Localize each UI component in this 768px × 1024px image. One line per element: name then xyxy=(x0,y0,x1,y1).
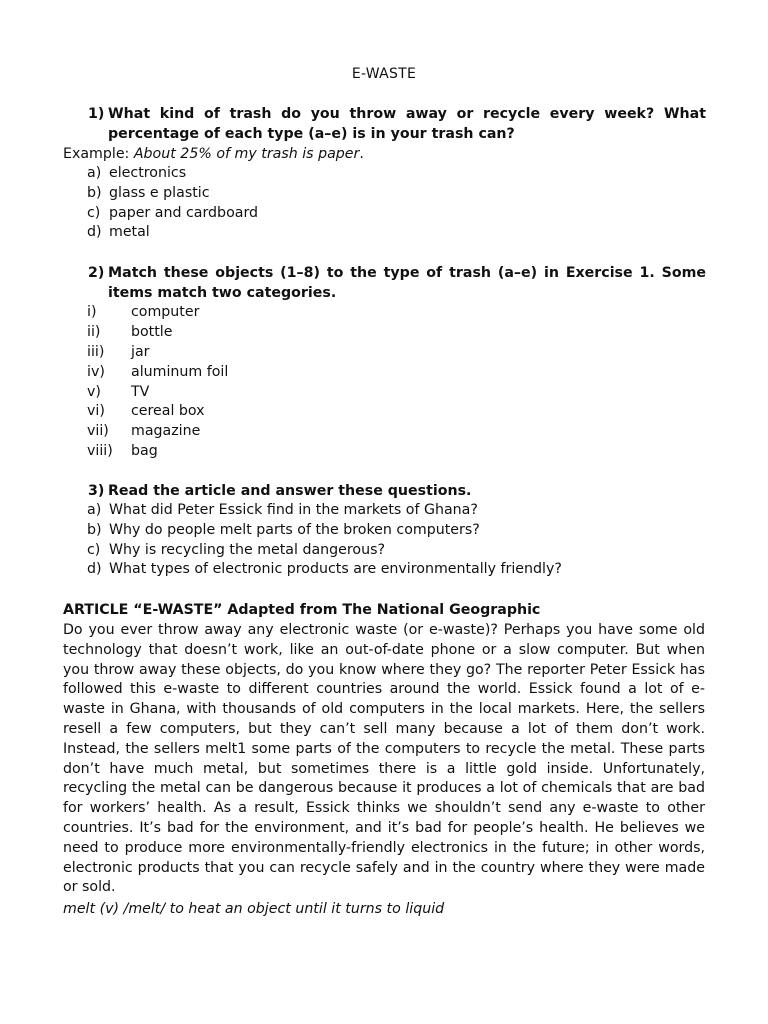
question-3 xyxy=(88,482,706,502)
list-item xyxy=(87,223,258,243)
question-2-text: Match these objects (1–8) to the type of trash (a–e) in Exercise 1. Some items match two categories. xyxy=(108,265,706,301)
list-item xyxy=(87,541,562,561)
list-item-text: bottle xyxy=(131,323,173,340)
list-item-label: d) xyxy=(87,224,102,241)
list-item xyxy=(87,383,228,403)
list-item xyxy=(87,560,562,580)
list-item xyxy=(87,501,562,521)
list-item-text: magazine xyxy=(131,423,201,440)
question-2-items xyxy=(87,303,228,462)
example-label: Example: xyxy=(63,146,134,162)
list-item-text: aluminum foil xyxy=(131,363,229,380)
list-item-text: computer xyxy=(131,304,200,320)
list-item-label: b) xyxy=(87,184,102,201)
list-item-label: v) xyxy=(87,383,101,400)
list-item xyxy=(87,204,258,224)
article-paragraph: Do you ever throw away any electronic waste (or e-waste)? Perhaps you have some old technology that doesn’t work, like an out-of-date phone or a slow computer. But when you throw away these objects, do you know where they go? The reporter Peter Essick has followed this e-waste to different countries around the world. Essick found a lot of e-waste in Ghana, with thousands of old computers in the local markets. Here, the sellers resell a few computers, but they can’t sell many because a lot of them don’t work. Instead, the sellers melt1 some parts of the computers to recycle the metal. These parts don’t have much metal, but sometimes there is a little gold inside. Unfortunately, recycling the metal can be dangerous because it produces a lot of chemicals that are bad for workers’ health. As a result, Essick thinks we shouldn’t send any e-waste to other countries. It’s bad for the environment, and it’s bad for people’s health. He believes we need to produce more environmentally-friendly electronics in the future; in other words, electronic products that you can recycle safely and in the country where they were made or sold. xyxy=(63,622,705,896)
list-item-label: iii) xyxy=(87,343,105,360)
article-body xyxy=(63,621,705,898)
list-item xyxy=(87,164,258,184)
list-item-text: What did Peter Essick find in the markets of Ghana? xyxy=(109,502,478,518)
list-item-text: jar xyxy=(131,343,150,360)
example-text: About 25% of my trash is paper xyxy=(133,146,360,162)
list-item-label: i) xyxy=(87,304,97,320)
list-item-label: c) xyxy=(87,541,101,558)
question-3-text: Read the article and answer these questions. xyxy=(108,483,472,499)
list-item-label: vii) xyxy=(87,423,109,440)
list-item-label: a) xyxy=(87,502,102,518)
question-1-options xyxy=(87,164,258,243)
list-item xyxy=(87,323,228,343)
list-item-label: viii) xyxy=(87,443,113,460)
list-item-label: d) xyxy=(87,561,102,578)
question-3-number: 3) xyxy=(88,483,105,499)
question-1 xyxy=(88,105,706,145)
list-item-text: TV xyxy=(131,383,150,400)
list-item xyxy=(87,422,228,442)
list-item-label: iv) xyxy=(87,363,105,380)
list-item-text: glass e plastic xyxy=(109,184,210,201)
question-1-number: 1) xyxy=(88,106,105,122)
list-item xyxy=(87,343,228,363)
list-item-label: ii) xyxy=(87,323,101,340)
list-item-label: vi) xyxy=(87,403,105,420)
glossary-note: melt (v) /melt/ to heat an object until it turns to liquid xyxy=(63,901,445,917)
list-item-text: paper and cardboard xyxy=(109,204,259,221)
list-item-label: c) xyxy=(87,204,101,221)
list-item xyxy=(87,303,228,323)
list-item xyxy=(87,402,228,422)
list-item-text: bag xyxy=(131,443,158,460)
list-item-text: electronics xyxy=(109,165,187,181)
list-item-text: metal xyxy=(109,224,150,241)
list-item-label: a) xyxy=(87,165,102,181)
example-line xyxy=(63,145,364,165)
list-item xyxy=(87,184,258,204)
list-item-text: What types of electronic products are environmentally friendly? xyxy=(109,561,562,578)
list-item xyxy=(87,521,562,541)
list-item-text: Why do people melt parts of the broken computers? xyxy=(109,521,480,538)
list-item xyxy=(87,363,228,383)
list-item-text: cereal box xyxy=(131,403,205,420)
question-3-items xyxy=(87,501,562,580)
question-2-number: 2) xyxy=(88,265,105,281)
question-2 xyxy=(88,264,706,304)
example-end: . xyxy=(359,146,364,162)
list-item-text: Why is recycling the metal dangerous? xyxy=(109,541,385,558)
article-heading: ARTICLE “E-WASTE” Adapted from The National Geographic xyxy=(63,602,541,618)
page-title: E-WASTE xyxy=(351,66,417,82)
list-item-label: b) xyxy=(87,521,102,538)
list-item xyxy=(87,442,228,462)
question-1-text: What kind of trash do you throw away or recycle every week? What percentage of each type (a–e) is in your trash can? xyxy=(108,106,706,142)
